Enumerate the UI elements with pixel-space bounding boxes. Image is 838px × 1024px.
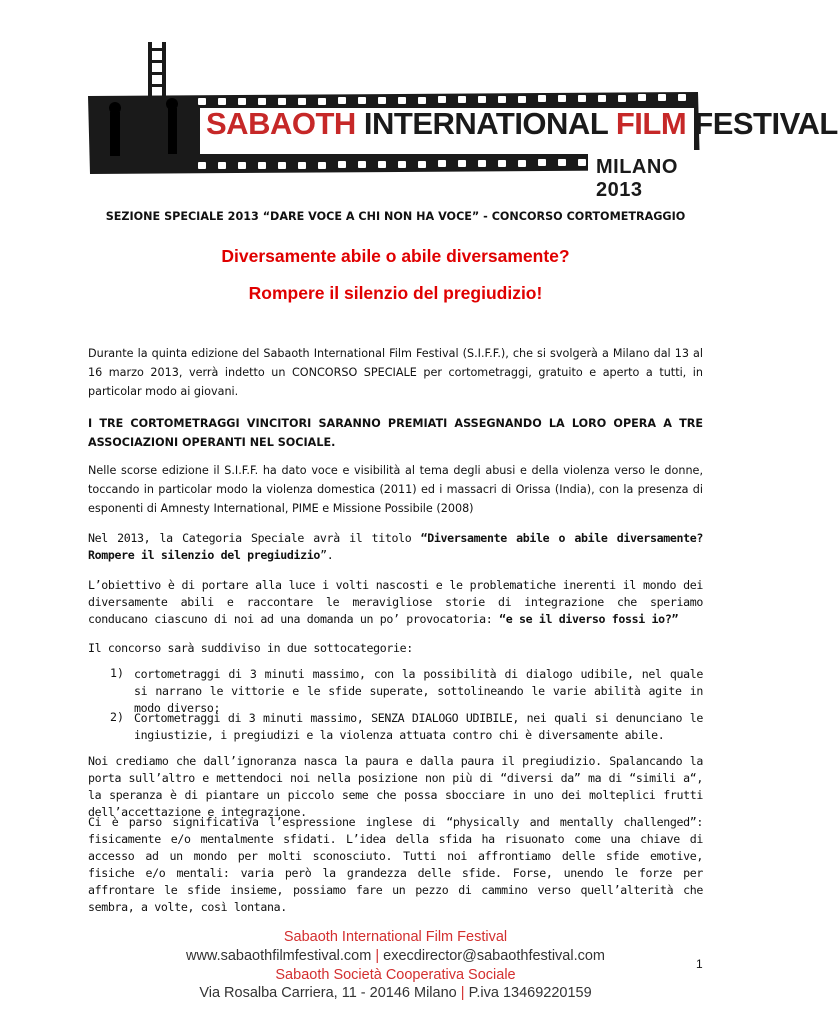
logo-word-international: INTERNATIONAL	[363, 106, 608, 141]
festival-logo	[88, 38, 838, 201]
category-text: Nel 2013, la Categoria Speciale avrà il titolo	[88, 531, 421, 545]
list-number: 1)	[110, 666, 124, 680]
title-question: Diversamente abile o abile diversamente?	[221, 246, 570, 266]
objective-paragraph	[88, 577, 703, 628]
intro-paragraph: Durante la quinta edizione del Sabaoth International Film Festival (S.I.F.F.), che si svolgerà a Milano dal 13 al 16 marzo 2013, verrà indetto un CONCORSO SPECIALE per cortometraggi, gratuito e aperto a tutti, in particolar modo ai giovani.	[88, 347, 703, 398]
footer-address: Via Rosalba Carriera, 11 - 20146 Milano	[199, 985, 457, 1001]
footer-separator: |	[375, 948, 380, 964]
footer-vat: P.iva 13469220159	[468, 985, 592, 1001]
logo-word-film: FILM	[615, 106, 687, 141]
logo-wordmark	[206, 106, 838, 142]
subcategories-intro: Il concorso sarà suddiviso in due sottocategorie:	[88, 641, 413, 655]
list-number: 2)	[110, 710, 124, 724]
footer-website-link[interactable]: www.sabaothfilmfestival.com	[185, 948, 372, 964]
past-editions-paragraph: Nelle scorse edizione il S.I.F.F. ha dato voce e visibilità al tema degli abusi e della violenza verso le donne, toccando in particolar modo la violenza domestica (2011) ed i massacri di Orissa (India), con la presenza di esponenti di Amnesty International, PIME e Missione Possibile (2008)	[88, 464, 703, 515]
challenge-paragraph: Ci è parso significativa l’espressione inglese di “physically and mentally challenged”: fisicamente e/o mentalmente sfidati. L’idea della sfida ha risuonato come una chiave di accesso ad un mondo per molti sconosciuto. Tutti noi affrontiamo delle sfide emotive, fisiche e/o mentali: varia però la grandezza delle sfide. Forse, unendo le forze per affrontare le sfide insieme, possiamo fare un pezzo di cammino verso quell’alterità che sembra, a volte, così lontana.	[88, 815, 703, 914]
footer-email-link[interactable]: execdirector@sabaothfestival.com	[383, 948, 606, 964]
title-subtitle: Rompere il silenzio del pregiudizio!	[248, 283, 543, 303]
belief-paragraph: Noi crediamo che dall’ignoranza nasca la paura e dalla paura il pregiudizio. Spalancando la porta sull’altro e mettendoci noi nella posizione non più di “diversi da” ma di “simili a“, la speranza è di piantare un piccolo seme che possa sbocciare in uno dei molteplici frutti dell’accettazione e integrazione.	[88, 754, 703, 819]
footer-separator: |	[460, 985, 465, 1001]
list-item: cortometraggi di 3 minuti massimo, con la possibilità di dialogo udibile, nel quale si narrano le vittorie e le sfide superate, sottolineando le varie abilità agite in modo diverso;	[134, 667, 703, 715]
page-number: 1	[696, 957, 703, 971]
footer-address-line	[0, 985, 791, 1001]
logo-city: MILANO 2013	[596, 156, 678, 201]
footer-festival-name: Sabaoth International Film Festival	[283, 929, 508, 945]
logo-word-sabaoth: SABAOTH	[206, 106, 356, 141]
footer-cooperative: Sabaoth Società Cooperativa Sociale	[275, 967, 516, 983]
list-item: Cortometraggi di 3 minuti massimo, SENZA DIALOGO UDIBILE, nei quali si denunciano le ingiustizie, i pregiudizi e la violenza attuata contro chi è diversamente abile.	[134, 711, 703, 742]
logo-word-festival: FESTIVAL	[694, 106, 838, 141]
footer-contacts	[0, 948, 791, 964]
category-paragraph	[88, 530, 703, 564]
category-title: “Diversamente abile o abile diversamente? Rompere il silenzio del pregiudizio	[88, 531, 703, 562]
objective-text: L’obiettivo è di portare alla luce i volti nascosti e le problematiche inerenti il mondo dei diversamente abili e raccontare le meravigliose storie di integrazione che speriamo conducano ciascuno di noi ad una domanda un po’ provocatoria:	[88, 578, 703, 626]
objective-question: “e se il diverso fossi io?”	[499, 612, 679, 626]
winners-paragraph: I TRE CORTOMETRAGGI VINCITORI SARANNO PREMIATI ASSEGNANDO LA LORO OPERA A TRE ASSOCIAZIONI OPERANTI NEL SOCIALE.	[88, 417, 703, 449]
section-title: SEZIONE SPECIALE 2013 “DARE VOCE A CHI NON HA VOCE” - CONCORSO CORTOMETRAGGIO	[105, 210, 686, 223]
category-close: ”.	[320, 548, 334, 562]
